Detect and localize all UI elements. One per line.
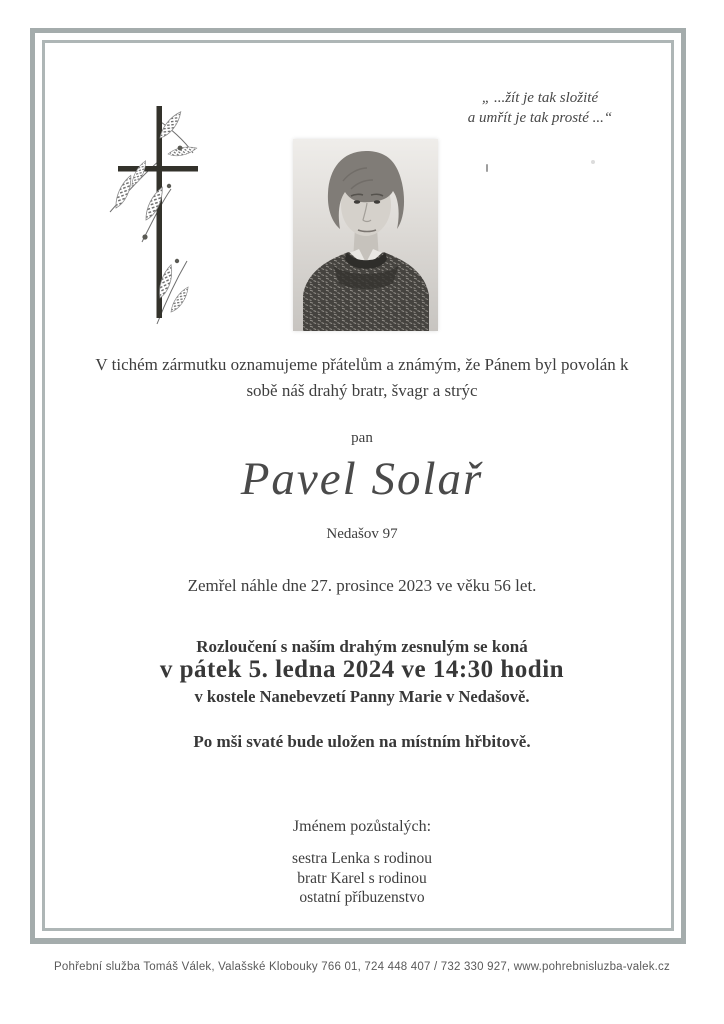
- mourners-heading: Jménem pozůstalých:: [292, 818, 432, 835]
- mourners-list: [48, 849, 676, 908]
- announcement-line-2: sobě náš drahý bratr, švagr a strýc: [246, 381, 478, 400]
- mourner-item: bratr Karel s rodinou: [297, 869, 427, 887]
- scan-artifact: [591, 160, 595, 164]
- death-notice: Zemřel náhle dne 27. prosince 2023 ve věku 56 let.: [187, 576, 537, 595]
- scan-artifact: [486, 164, 488, 172]
- farewell-datetime: v pátek 5. ledna 2024 ve 14:30 hodin: [159, 656, 565, 683]
- quote-line-1: „ ...žít je tak složité: [481, 90, 599, 106]
- mourner-item: sestra Lenka s rodinou: [292, 850, 432, 867]
- deceased-name: Pavel Solař: [240, 453, 484, 505]
- announcement-paragraph: [48, 352, 676, 404]
- burial-notice: Po mši svaté bude uložen na místním hřbitově.: [193, 732, 531, 751]
- funeral-service-footer: Pohřební služba Tomáš Válek, Valašské Klobouky 766 01, 724 448 407 / 732 330 927, www.pohrebnisluzba-valek.cz: [54, 961, 670, 973]
- mourner-item: ostatní příbuzenstvo: [299, 889, 425, 906]
- residence: Nedašov 97: [326, 526, 398, 542]
- farewell-location: v kostele Nanebevzetí Panny Marie v Nedašově.: [194, 687, 530, 706]
- quote-line-2: a umřít je tak prosté ...“: [467, 110, 613, 126]
- honorific: pan: [351, 430, 373, 446]
- farewell-intro: Rozloučení s naším drahým zesnulým se koná: [196, 637, 528, 656]
- epigraph-quote: [420, 88, 660, 128]
- cross-with-leaves-icon: [100, 90, 250, 340]
- announcement-line-1: V tichém zármutku oznamujeme přátelům a známým, že Pánem byl povolán k: [95, 355, 629, 374]
- deceased-portrait-photo: [293, 139, 438, 331]
